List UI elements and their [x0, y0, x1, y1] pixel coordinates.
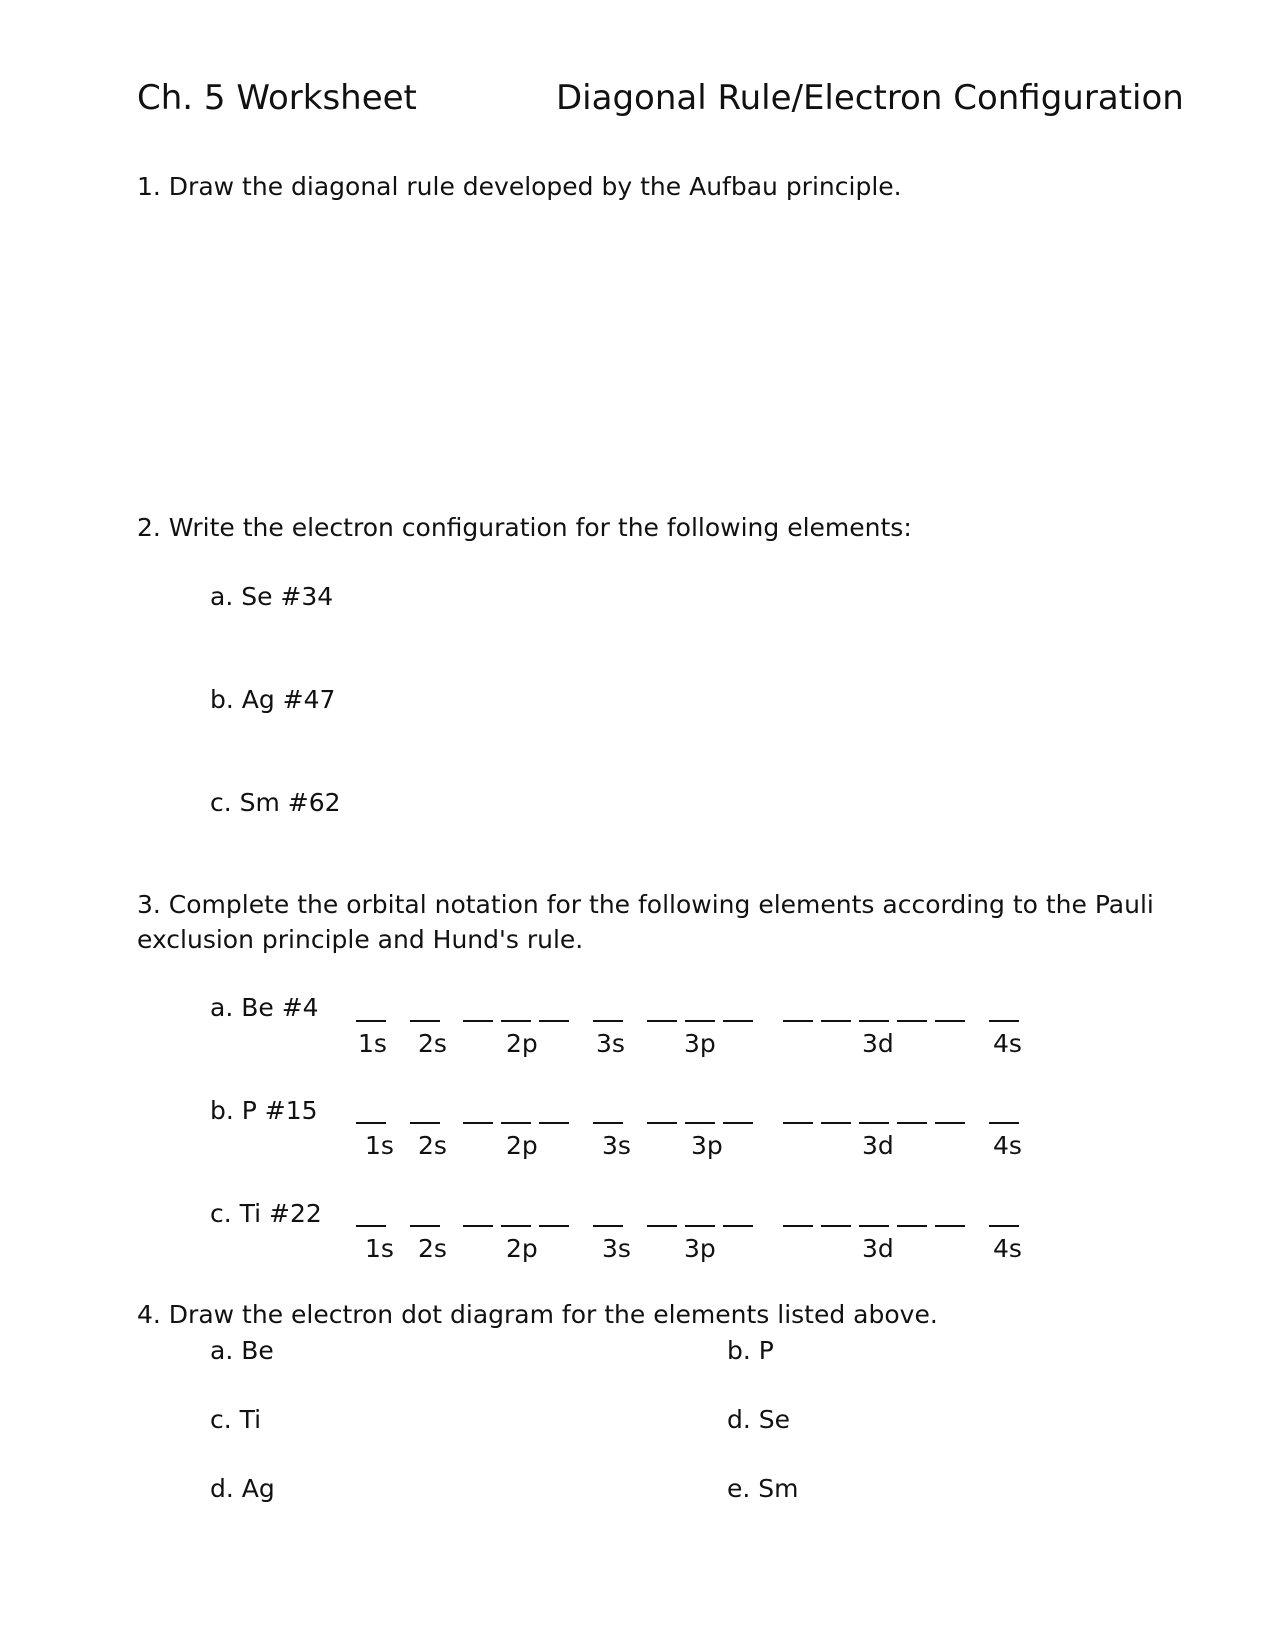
orbital-blank[interactable] [685, 1225, 715, 1227]
orbital-blank[interactable] [647, 1122, 677, 1124]
orbital-blank[interactable] [935, 1122, 965, 1124]
question-2: 2. Write the electron configuration for the following elements: [137, 513, 912, 542]
orbital-label-3p: 3p [684, 1029, 716, 1058]
orbital-blank[interactable] [647, 1020, 677, 1022]
q4-item-sm: e. Sm [727, 1474, 799, 1503]
orbital-blank[interactable] [783, 1020, 813, 1022]
orbital-blank[interactable] [463, 1020, 493, 1022]
q4-item-be: a. Be [210, 1336, 274, 1365]
orbital-blank[interactable] [897, 1020, 927, 1022]
q3-row-label-be: a. Be #4 [210, 993, 319, 1022]
orbital-blank[interactable] [989, 1122, 1019, 1124]
orbital-label-3s: 3s [602, 1234, 631, 1263]
orbital-blank[interactable] [539, 1225, 569, 1227]
orbital-blank[interactable] [593, 1020, 623, 1022]
question-1: 1. Draw the diagonal rule developed by the Aufbau principle. [137, 172, 902, 201]
orbital-blank[interactable] [356, 1122, 386, 1124]
orbital-blank[interactable] [501, 1122, 531, 1124]
orbital-blank[interactable] [935, 1225, 965, 1227]
orbital-label-2s: 2s [418, 1234, 447, 1263]
orbital-label-3d: 3d [862, 1131, 894, 1160]
orbital-label-3d: 3d [862, 1029, 894, 1058]
orbital-blank[interactable] [647, 1225, 677, 1227]
orbital-label-4s: 4s [993, 1029, 1022, 1058]
orbital-blank[interactable] [501, 1020, 531, 1022]
orbital-blank[interactable] [539, 1122, 569, 1124]
orbital-blank[interactable] [821, 1122, 851, 1124]
orbital-label-2s: 2s [418, 1131, 447, 1160]
orbital-blank[interactable] [821, 1020, 851, 1022]
question-4: 4. Draw the electron dot diagram for the elements listed above. [137, 1300, 938, 1329]
q3-row-label-ti: c. Ti #22 [210, 1199, 322, 1228]
orbital-label-2s: 2s [418, 1029, 447, 1058]
q4-item-p: b. P [727, 1336, 774, 1365]
orbital-label-4s: 4s [993, 1234, 1022, 1263]
orbital-blank[interactable] [723, 1225, 753, 1227]
orbital-label-3p: 3p [684, 1234, 716, 1263]
orbital-blank[interactable] [410, 1122, 440, 1124]
orbital-label-2p: 2p [506, 1234, 538, 1263]
orbital-label-3d: 3d [862, 1234, 894, 1263]
worksheet-subtitle: Diagonal Rule/Electron Configuration [556, 78, 1184, 118]
orbital-label-3s: 3s [596, 1029, 625, 1058]
orbital-label-2p: 2p [506, 1029, 538, 1058]
orbital-blank[interactable] [463, 1225, 493, 1227]
orbital-blank[interactable] [859, 1225, 889, 1227]
q4-item-se: d. Se [727, 1405, 791, 1434]
orbital-label-2p: 2p [506, 1131, 538, 1160]
orbital-blank[interactable] [897, 1225, 927, 1227]
orbital-blank[interactable] [783, 1122, 813, 1124]
orbital-blank[interactable] [410, 1020, 440, 1022]
orbital-blank[interactable] [859, 1122, 889, 1124]
orbital-blank[interactable] [723, 1020, 753, 1022]
orbital-label-4s: 4s [993, 1131, 1022, 1160]
orbital-blank[interactable] [463, 1122, 493, 1124]
orbital-label-3s: 3s [602, 1131, 631, 1160]
q4-item-ti: c. Ti [210, 1405, 262, 1434]
q2-item-ag: b. Ag #47 [210, 685, 336, 714]
orbital-label-3p: 3p [691, 1131, 723, 1160]
orbital-blank[interactable] [935, 1020, 965, 1022]
orbital-label-1s: 1s [365, 1131, 394, 1160]
q2-item-sm: c. Sm #62 [210, 788, 341, 817]
orbital-label-1s: 1s [365, 1234, 394, 1263]
orbital-blank[interactable] [859, 1020, 889, 1022]
orbital-blank[interactable] [501, 1225, 531, 1227]
orbital-blank[interactable] [593, 1225, 623, 1227]
q3-row-label-p: b. P #15 [210, 1096, 318, 1125]
orbital-blank[interactable] [783, 1225, 813, 1227]
question-3-line-2: exclusion principle and Hund's rule. [137, 925, 584, 954]
orbital-blank[interactable] [897, 1122, 927, 1124]
orbital-blank[interactable] [989, 1225, 1019, 1227]
orbital-blank[interactable] [410, 1225, 440, 1227]
orbital-blank[interactable] [356, 1020, 386, 1022]
q4-item-ag: d. Ag [210, 1474, 275, 1503]
orbital-blank[interactable] [821, 1225, 851, 1227]
question-3-line-1: 3. Complete the orbital notation for the following elements according to the Pauli [137, 890, 1154, 919]
orbital-label-1s: 1s [358, 1029, 387, 1058]
orbital-blank[interactable] [593, 1122, 623, 1124]
orbital-blank[interactable] [685, 1122, 715, 1124]
orbital-blank[interactable] [356, 1225, 386, 1227]
worksheet-title: Ch. 5 Worksheet [137, 78, 417, 118]
orbital-blank[interactable] [685, 1020, 715, 1022]
orbital-blank[interactable] [723, 1122, 753, 1124]
orbital-blank[interactable] [539, 1020, 569, 1022]
orbital-blank[interactable] [989, 1020, 1019, 1022]
q2-item-se: a. Se #34 [210, 582, 334, 611]
